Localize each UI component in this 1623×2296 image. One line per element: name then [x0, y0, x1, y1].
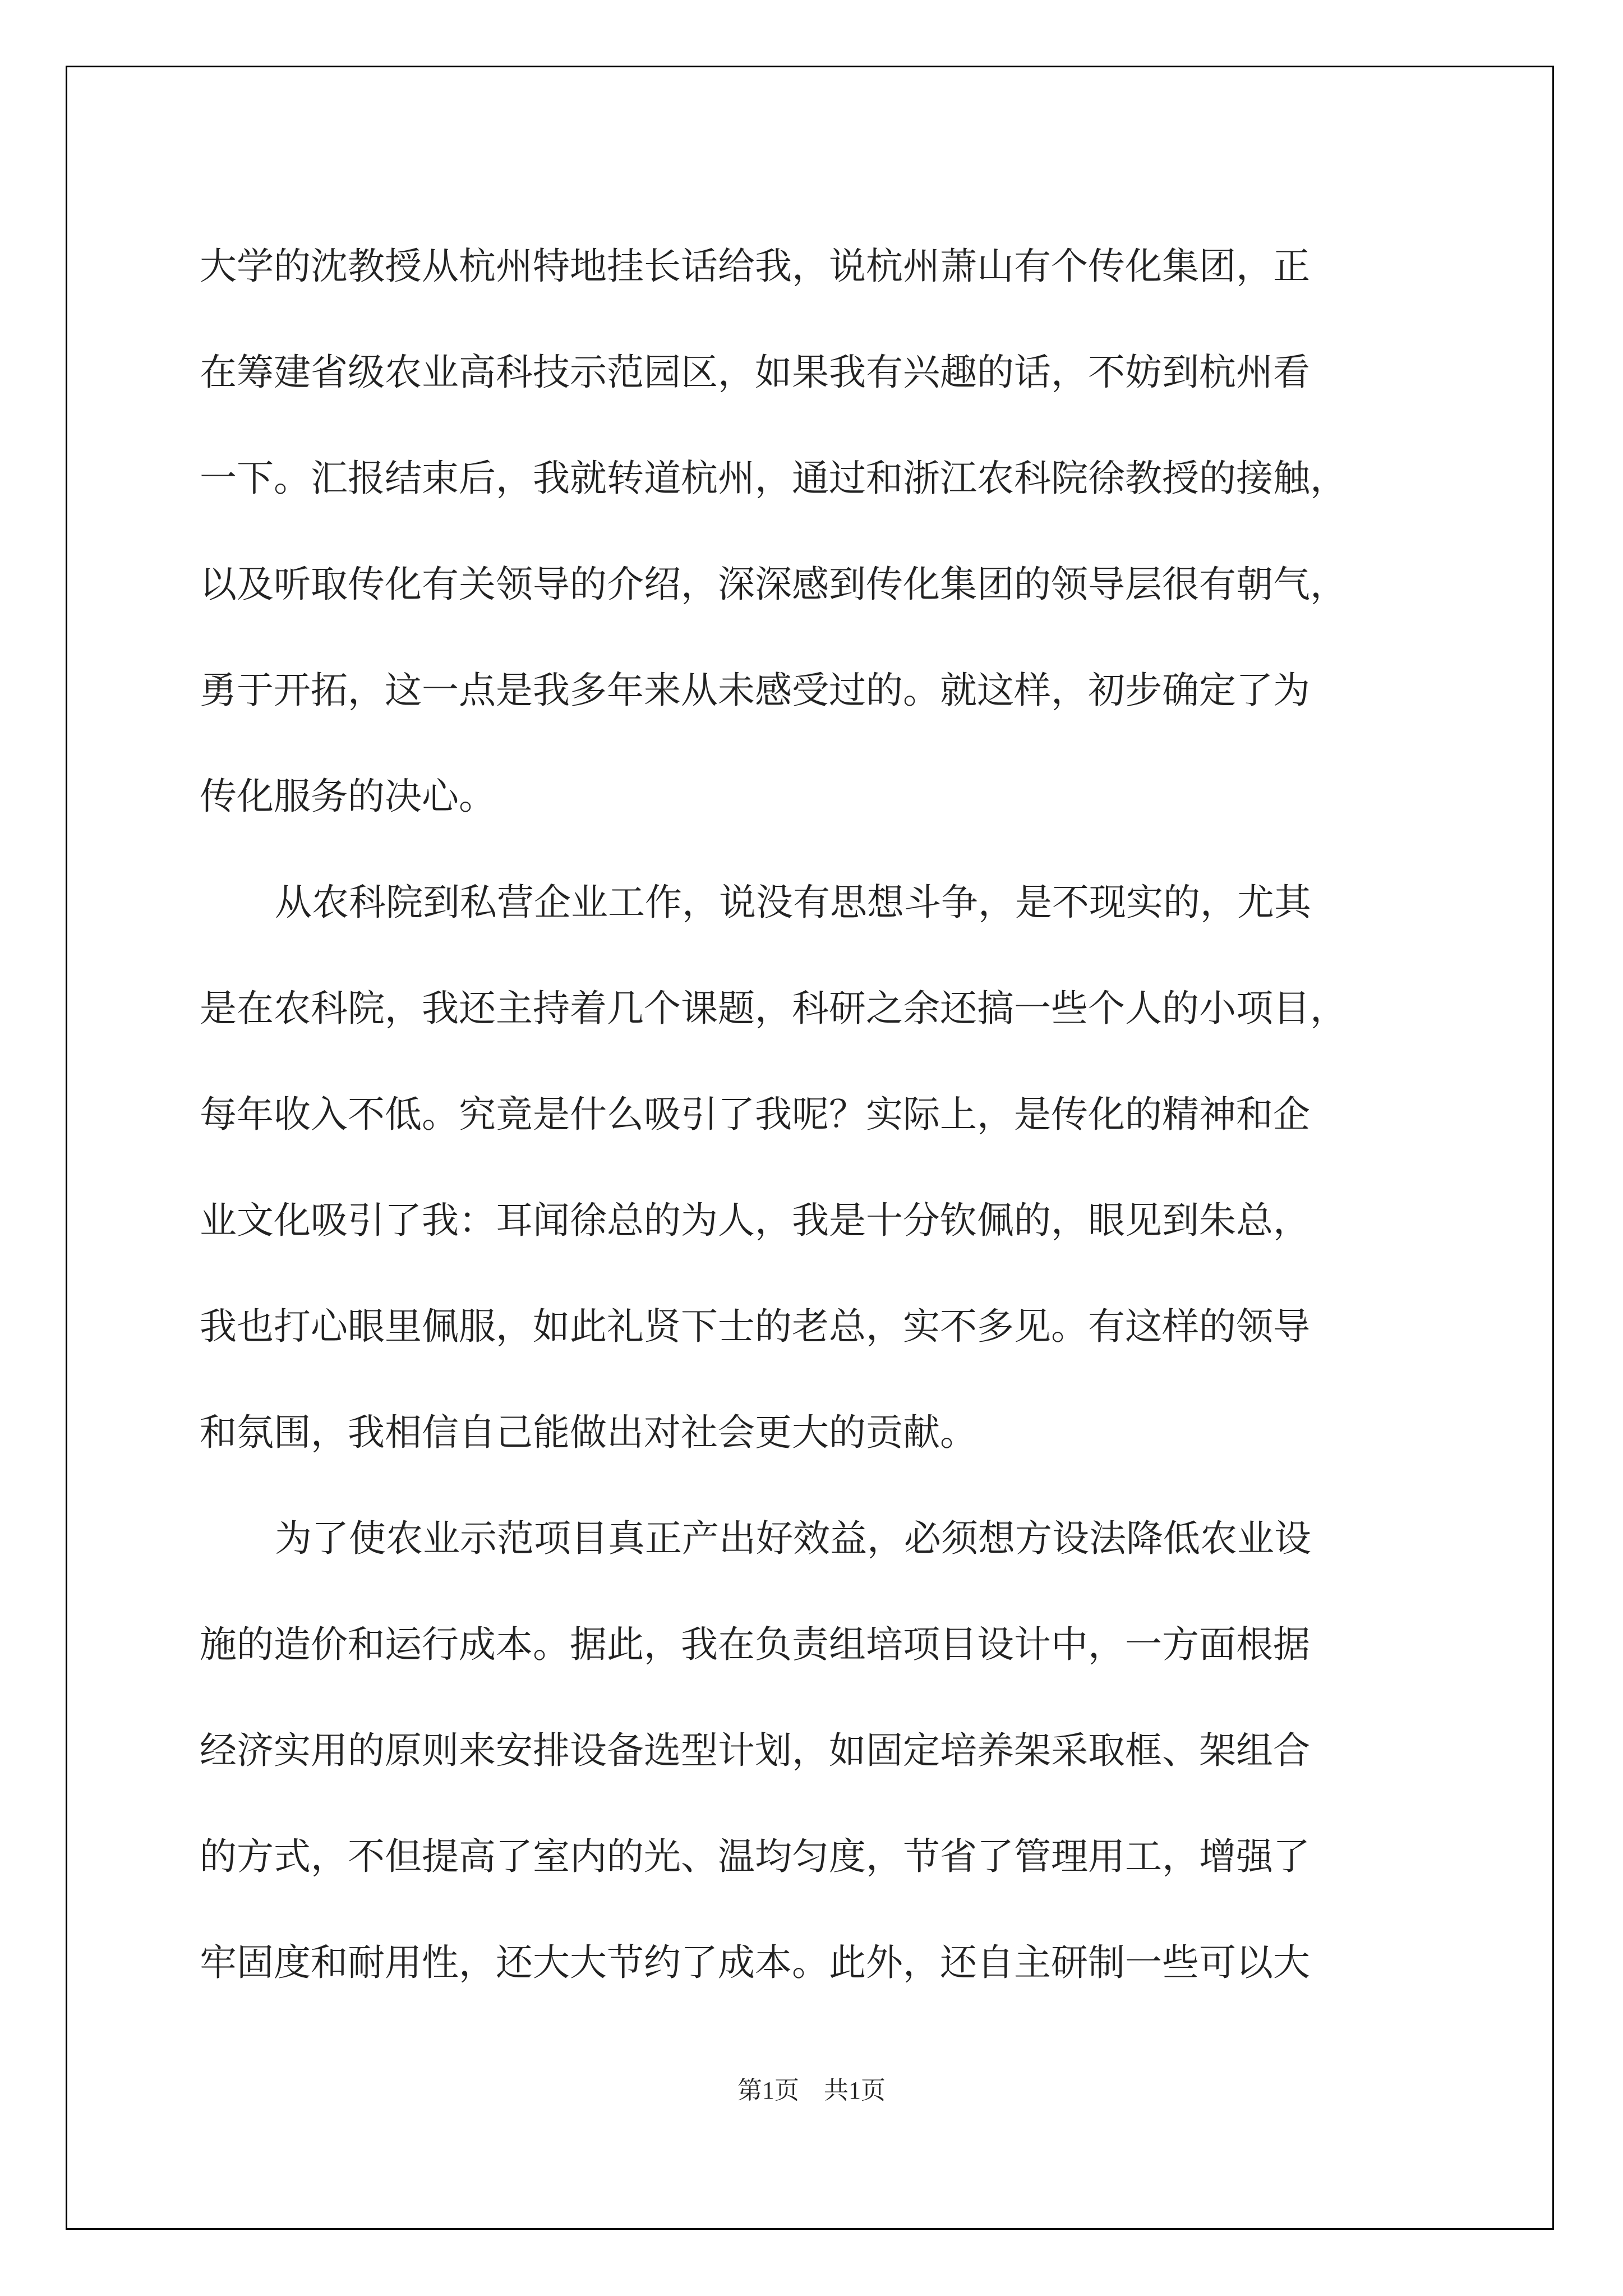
paragraph-1 — [200, 213, 1428, 849]
text-line: 和氛围，我相信自己能做出对社会更大的贡献。 — [200, 1411, 977, 1454]
paragraph-3 — [200, 1485, 1428, 2016]
text-line: 牢固度和耐用性，还大大节约了成本。此外，还自主研制一些可以大 — [200, 1941, 1310, 1984]
text-line: 传化服务的决心。 — [200, 775, 496, 818]
text-line: 为了使农业示范项目真正产出好效益，必须想方设法降低农业设 — [275, 1517, 1311, 1560]
text-line: 施的造价和运行成本。据此，我在负责组培项目设计中，一方面根据 — [200, 1623, 1310, 1666]
text-line: 大学的沈教授从杭州特地挂长话给我，说杭州萧山有个传化集团，正 — [200, 245, 1310, 288]
page-number-footer: 第1页 共1页 — [737, 2077, 886, 2104]
text-line: 的方式，不但提高了室内的光、温均匀度，节省了管理用工，增强了 — [200, 1835, 1310, 1878]
text-line: 是在农科院，我还主持着几个课题，科研之余还搞一些个人的小项目， — [200, 987, 1347, 1030]
text-line: 一下。汇报结束后，我就转道杭州，通过和浙江农科院徐教授的接触， — [200, 457, 1347, 500]
document-body — [200, 213, 1428, 2016]
text-line: 经济实用的原则来安排设备选型计划，如固定培养架采取框、架组合 — [200, 1729, 1310, 1772]
paragraph-2 — [200, 849, 1428, 1485]
text-line: 勇于开拓，这一点是我多年来从未感受过的。就这样，初步确定了为 — [200, 669, 1310, 712]
text-line: 从农科院到私营企业工作，说没有思想斗争，是不现实的，尤其 — [275, 881, 1311, 924]
text-line: 业文化吸引了我：耳闻徐总的为人，我是十分钦佩的，眼见到朱总， — [200, 1199, 1310, 1242]
text-line: 我也打心眼里佩服，如此礼贤下士的老总，实不多见。有这样的领导 — [200, 1305, 1310, 1348]
text-line: 在筹建省级农业高科技示范园区，如果我有兴趣的话，不妨到杭州看 — [200, 351, 1310, 394]
text-line: 每年收入不低。究竟是什么吸引了我呢？实际上，是传化的精神和企 — [200, 1093, 1310, 1136]
text-line: 以及听取传化有关领导的介绍，深深感到传化集团的领导层很有朝气， — [200, 563, 1347, 606]
